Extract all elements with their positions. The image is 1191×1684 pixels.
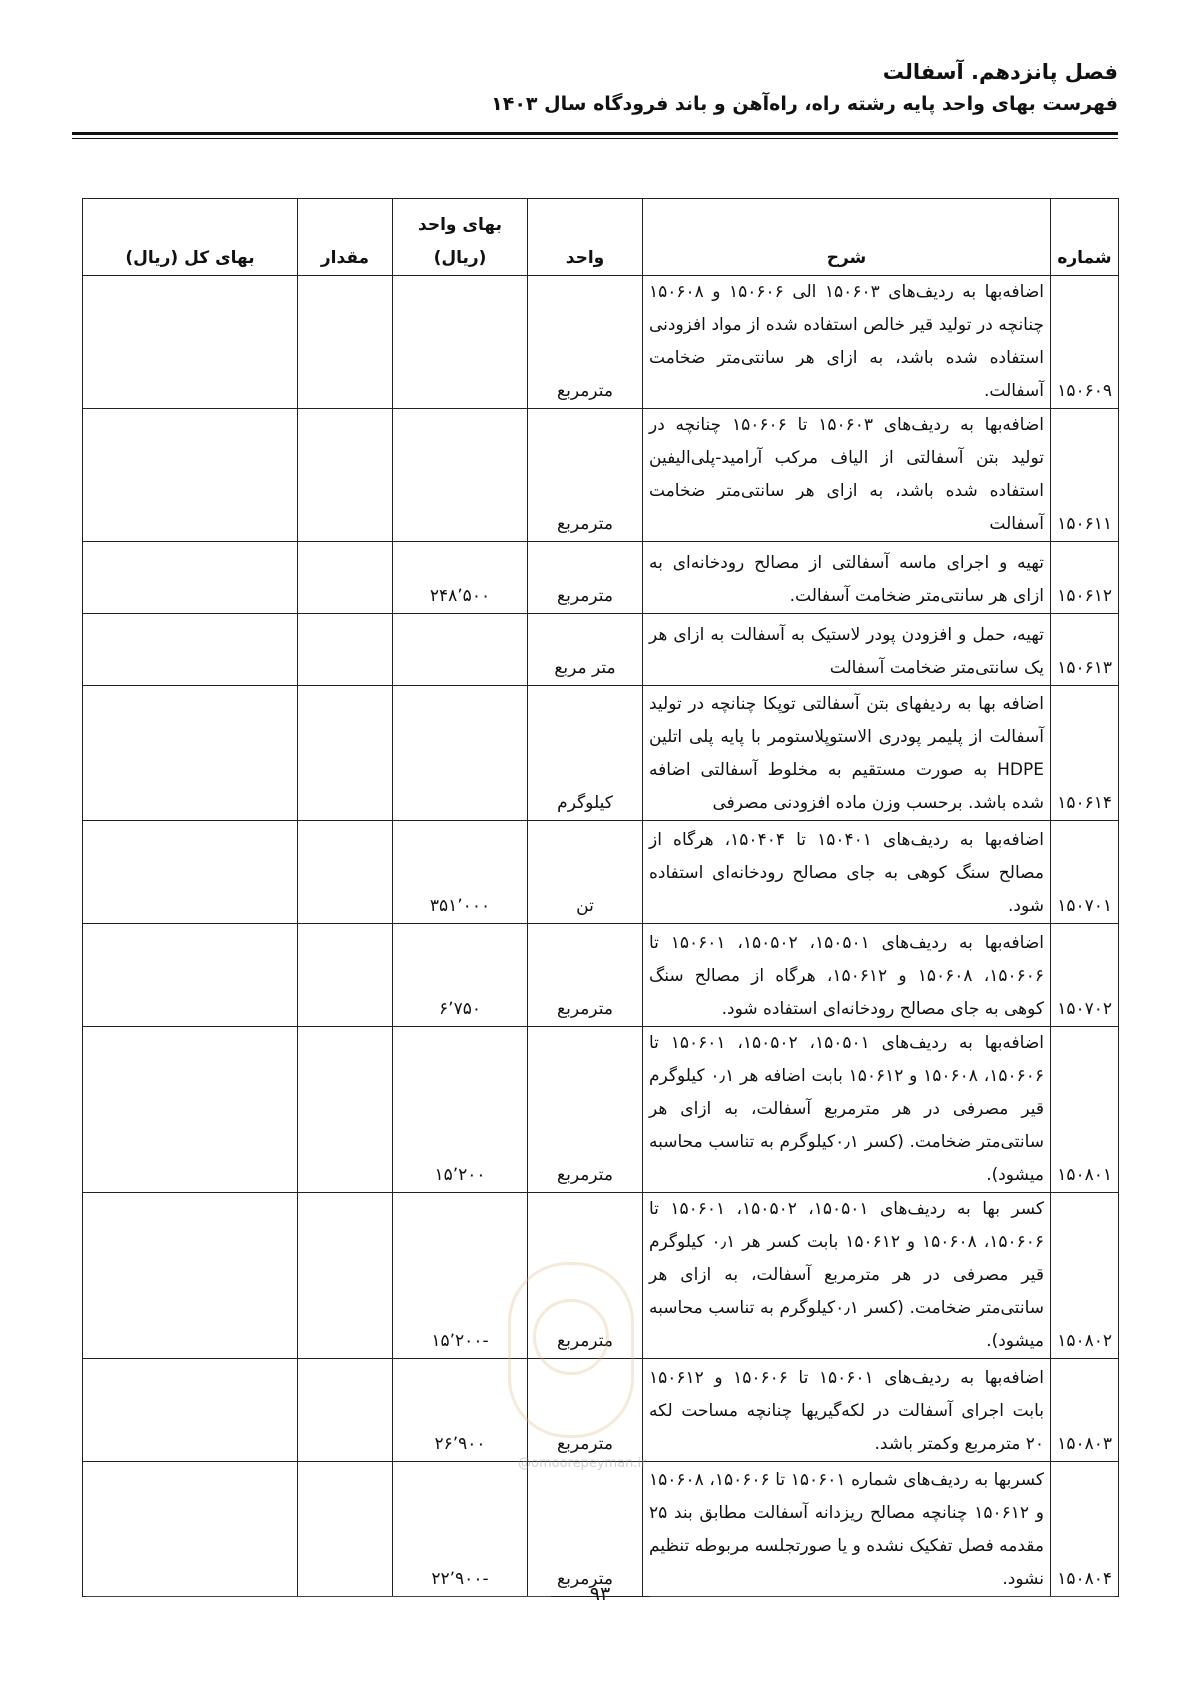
row-total [83,686,298,821]
table-row [83,276,1119,409]
row-unit: مترمربع [528,1462,643,1597]
row-unit: مترمربع [528,409,643,542]
header-rule-thick [72,132,1118,135]
row-quantity [298,409,393,542]
watermark-url: @omoorepeyman.ir [518,1456,647,1471]
row-total [83,542,298,614]
col-header-quantity: مقدار [298,199,393,276]
row-unit-price: ۶٬۷۵۰ [393,924,528,1027]
row-number: ۱۵۰۶۰۹ [1051,276,1119,409]
row-unit: متر مربع [528,614,643,686]
row-total [83,1193,298,1359]
footer-rule-left [86,1596,551,1597]
row-description: اضافه بها به ردیفهای بتن آسفالتی توپکا چنانچه در تولید آسفالت از پلیمر پودری الاستوپلاستومر با پایه پلی اتلین HDPE به صورت مستقیم به مخلوط آسفالتی اضافه شده باشد. برحسب وزن ماده افزودنی مصرفی [643,686,1051,821]
row-description: اضافه‌بها به ردیف‌های ۱۵۰۴۰۱ تا ۱۵۰۴۰۴، هرگاه از مصالح سنگ کوهی به جای مصالح رودخانه‌ای استفاده شود. [643,821,1051,924]
row-description: اضافه‌بها به ردیف‌های ۱۵۰۶۰۳ تا ۱۵۰۶۰۶ چنانچه در تولید بتن آسفالتی از الیاف مرکب آرامید-پلی‌الیفین استفاده شده باشد، به ازای هر سانتی‌متر ضخامت آسفالت [643,409,1051,542]
row-unit: مترمربع [528,1359,643,1462]
row-number: ۱۵۰۷۰۱ [1051,821,1119,924]
row-unit: مترمربع [528,542,643,614]
unit-price-currency: (ریال) [433,248,487,268]
row-total [83,614,298,686]
row-quantity [298,276,393,409]
table-row [83,924,1119,1027]
table-row [83,614,1119,686]
row-unit: کیلوگرم [528,686,643,821]
row-unit: تن [528,821,643,924]
row-unit-price: -۲۲٬۹۰۰ [393,1462,528,1597]
row-number: ۱۵۰۸۰۴ [1051,1462,1119,1597]
row-quantity [298,924,393,1027]
col-header-description: شرح [643,199,1051,276]
row-number: ۱۵۰۶۱۴ [1051,686,1119,821]
row-unit-price: ۲۴۸٬۵۰۰ [393,542,528,614]
table-row [83,542,1119,614]
document-subtitle: فهرست بهای واحد پایه رشته راه، راه‌آهن و باند فرودگاه سال ۱۴۰۳ [491,93,1118,115]
row-description: کسر بها به ردیف‌های ۱۵۰۵۰۱، ۱۵۰۵۰۲، ۱۵۰۶۰۱ تا ۱۵۰۶۰۶، ۱۵۰۶۰۸ و ۱۵۰۶۱۲ بابت کسر هر ۰٫۱ کیلوگرم قیر مصرفی در هر مترمربع آسفالت، به ازای هر سانتی‌متر ضخامت. (کسر ۰٫۱کیلوگرم به تناسب محاسبه میشود). [643,1193,1051,1359]
row-description: اضافه‌بها به ردیف‌های ۱۵۰۶۰۳ الی ۱۵۰۶۰۶ و ۱۵۰۶۰۸ چنانچه در تولید قیر خالص استفاده شده از مواد افزودنی استفاده شده باشد، به ازای هر سانتی‌متر ضخامت آسفالت. [643,276,1051,409]
row-number: ۱۵۰۶۱۲ [1051,542,1119,614]
row-unit-price: ۳۵۱٬۰۰۰ [393,821,528,924]
page-header [72,56,1118,120]
row-total [83,1359,298,1462]
row-unit: مترمربع [528,1193,643,1359]
row-number: ۱۵۰۶۱۱ [1051,409,1119,542]
row-quantity [298,542,393,614]
watermark-seal-icon [508,1262,634,1438]
col-header-number: شماره [1051,199,1119,276]
row-total [83,821,298,924]
table-row [83,409,1119,542]
row-unit-price [393,276,528,409]
unit-price-label: بهای واحد [418,215,502,235]
chapter-title: فصل پانزدهم. آسفالت [882,60,1118,84]
row-total [83,1462,298,1597]
row-number: ۱۵۰۶۱۳ [1051,614,1119,686]
table-row [83,1027,1119,1193]
row-quantity [298,821,393,924]
row-description: تهیه، حمل و افزودن پودر لاستیک به آسفالت به ازای هر یک سانتی‌متر ضخامت آسفالت [643,614,1051,686]
row-description: اضافه‌بها به ردیف‌های ۱۵۰۵۰۱، ۱۵۰۵۰۲، ۱۵۰۶۰۱ تا ۱۵۰۶۰۶، ۱۵۰۶۰۸ و ۱۵۰۶۱۲، هرگاه از مصالح سنگ کوهی به جای مصالح رودخانه‌ای استفاده شود. [643,924,1051,1027]
col-header-total: بهای کل (ریال) [83,199,298,276]
row-unit: مترمربع [528,276,643,409]
row-unit-price [393,686,528,821]
row-number: ۱۵۰۷۰۲ [1051,924,1119,1027]
row-quantity [298,1462,393,1597]
col-header-unit-price [393,199,528,276]
row-total [83,409,298,542]
row-unit-price: ۱۵٬۲۰۰ [393,1027,528,1193]
footer-rule-right [650,1596,1115,1597]
row-description: اضافه‌بها به ردیف‌های ۱۵۰۶۰۱ تا ۱۵۰۶۰۶ و ۱۵۰۶۱۲ بابت اجرای آسفالت در لکه‌گیریها چنانچه مساحت لکه ۲۰ مترمربع وکمتر باشد. [643,1359,1051,1462]
row-unit-price [393,409,528,542]
row-total [83,276,298,409]
row-quantity [298,686,393,821]
row-quantity [298,614,393,686]
table-row [83,821,1119,924]
row-quantity [298,1193,393,1359]
col-header-unit: واحد [528,199,643,276]
row-quantity [298,1359,393,1462]
row-quantity [298,1027,393,1193]
row-total [83,924,298,1027]
row-description: کسربها به ردیف‌های شماره ۱۵۰۶۰۱ تا ۱۵۰۶۰۶، ۱۵۰۶۰۸ و ۱۵۰۶۱۲ چنانچه مصالح ریزدانه آسفالت مطابق بند ۲۵ مقدمه فصل تفکیک نشده و یا صورتجلسه مربوطه تنظیم نشود. [643,1462,1051,1597]
row-unit-price: ۲۶٬۹۰۰ [393,1359,528,1462]
row-total [83,1027,298,1193]
row-unit-price [393,614,528,686]
row-number: ۱۵۰۸۰۱ [1051,1027,1119,1193]
row-number: ۱۵۰۸۰۳ [1051,1359,1119,1462]
row-description: اضافه‌بها به ردیف‌های ۱۵۰۵۰۱، ۱۵۰۵۰۲، ۱۵۰۶۰۱ تا ۱۵۰۶۰۶، ۱۵۰۶۰۸ و ۱۵۰۶۱۲ بابت اضافه هر ۰٫۱ کیلوگرم قیر مصرفی در هر مترمربع آسفالت، به ازای هر سانتی‌متر ضخامت. (کسر ۰٫۱کیلوگرم به تناسب محاسبه میشود). [643,1027,1051,1193]
table-row [83,686,1119,821]
row-unit: مترمربع [528,924,643,1027]
row-number: ۱۵۰۸۰۲ [1051,1193,1119,1359]
table-header-row [83,199,1119,276]
row-description: تهیه و اجرای ماسه آسفالتی از مصالح رودخانه‌ای به ازای هر سانتی‌متر ضخامت آسفالت. [643,542,1051,614]
row-unit: مترمربع [528,1027,643,1193]
row-unit-price: -۱۵٬۲۰۰ [393,1193,528,1359]
page-number: ۹۳ [589,1583,611,1605]
header-rule-thin [72,138,1118,139]
table-row [83,1462,1119,1597]
